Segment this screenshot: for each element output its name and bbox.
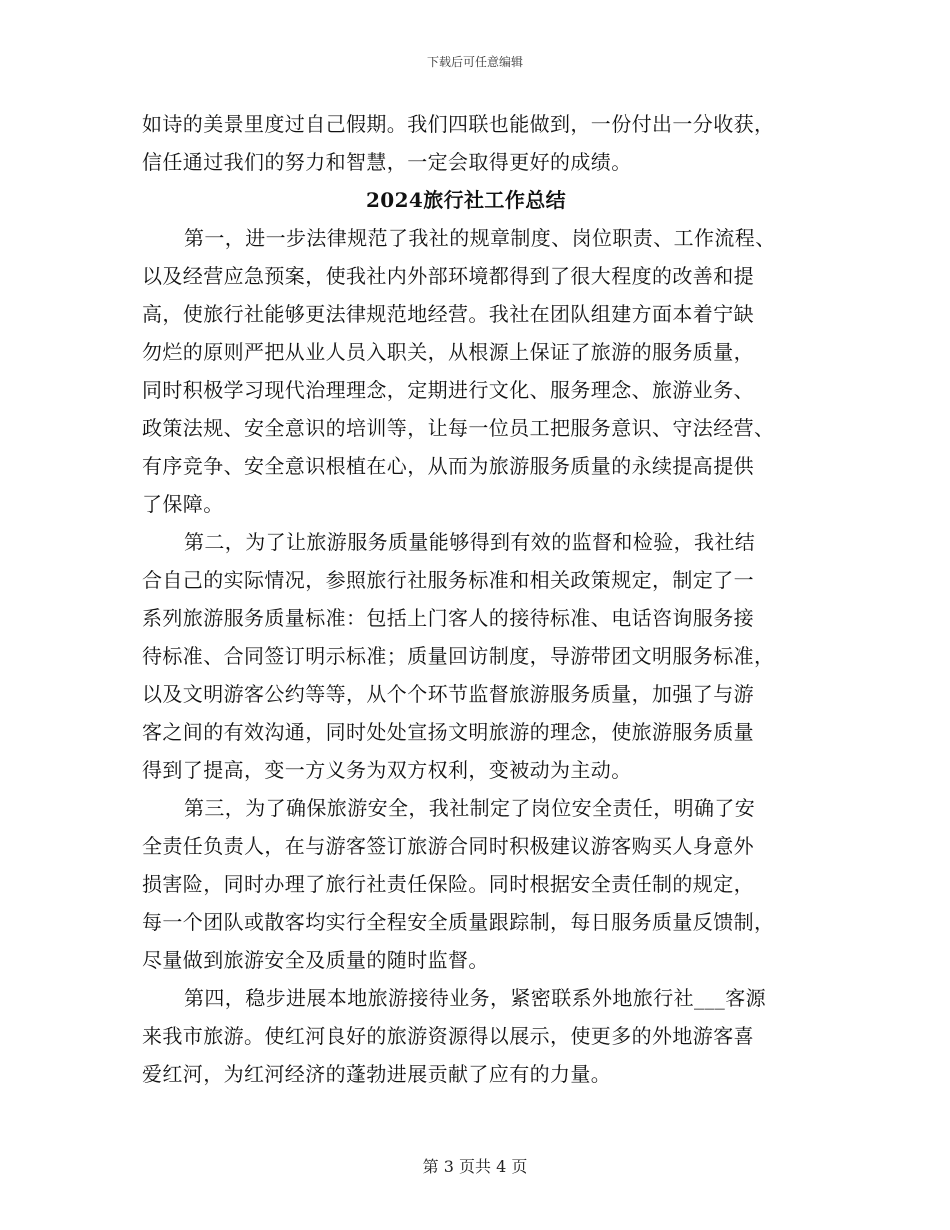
paragraph-line: 爱红河，为红河经济的蓬勃进展贡献了应有的力量。: [142, 1062, 612, 1086]
paragraph-line: 同时积极学习现代治理理念，定期进行文化、服务理念、旅游业务、: [142, 378, 754, 402]
paragraph-line: 如诗的美景里度过自己假期。我们四联也能做到，一份付出一分收获，: [142, 112, 775, 136]
paragraph-line: 待标准、合同签订明示标准；质量回访制度，导游带团文明服务标准，: [142, 644, 775, 668]
paragraph-line: 第四，稳步进展本地旅游接待业务，紧密联系外地旅行社___客源: [184, 986, 766, 1010]
section-title: 2024旅行社工作总结: [365, 188, 567, 212]
paragraph-line: 系列旅游服务质量标准：包括上门客人的接待标准、电话咨询服务接: [142, 606, 754, 630]
paragraph-line: 政策法规、安全意识的培训等，让每一位员工把服务意识、守法经营、: [142, 416, 775, 440]
paragraph-line: 第三，为了确保旅游安全，我社制定了岗位安全责任，明确了安: [184, 796, 756, 820]
paragraph-line: 客之间的有效沟通，同时处处宣扬文明旅游的理念，使旅游服务质量: [142, 720, 754, 744]
paragraph-line: 全责任负责人，在与游客签订旅游合同时积极建议游客购买人身意外: [142, 834, 754, 858]
paragraph-line: 高，使旅行社能够更法律规范地经营。我社在团队组建方面本着宁缺: [142, 302, 754, 326]
paragraph-1: [142, 219, 810, 523]
paragraph-line: 以及经营应急预案，使我社内外部环境都得到了很大程度的改善和提: [142, 264, 754, 288]
paragraph-3: [142, 789, 810, 979]
paragraph-2: [142, 523, 810, 789]
paragraph-line: 第二，为了让旅游服务质量能够得到有效的监督和检验，我社结: [184, 530, 756, 554]
continuation-paragraph: [142, 105, 810, 181]
paragraph-line: 第一，进一步法律规范了我社的规章制度、岗位职责、工作流程、: [184, 226, 776, 250]
page-number-footer: 第 3 页共 4 页: [422, 1157, 528, 1176]
paragraph-line: 了保障。: [142, 492, 224, 516]
paragraph-line: 得到了提高，变一方义务为双方权利，变被动为主动。: [142, 758, 632, 782]
paragraph-line: 以及文明游客公约等等，从个个环节监督旅游服务质量，加强了与游: [142, 682, 754, 706]
paragraph-line: 有序竞争、安全意识根植在心，从而为旅游服务质量的永续提高提供: [142, 454, 754, 478]
paragraph-line: 每一个团队或散客均实行全程安全质量跟踪制，每日服务质量反馈制，: [142, 910, 775, 934]
paragraph-line: 合自己的实际情况，参照旅行社服务标准和相关政策规定，制定了一: [142, 568, 754, 592]
document-body: [142, 105, 810, 1093]
paragraph-line: 信任通过我们的努力和智慧，一定会取得更好的成绩。: [142, 150, 632, 174]
paragraph-line: 损害险，同时办理了旅行社责任保险。同时根据安全责任制的规定，: [142, 872, 754, 896]
page-header-note: 下载后可任意编辑: [426, 55, 523, 69]
paragraph-line: 勿烂的原则严把从业人员入职关，从根源上保证了旅游的服务质量，: [142, 340, 754, 364]
paragraph-line: 尽量做到旅游安全及质量的随时监督。: [142, 948, 489, 972]
paragraph-4: [142, 979, 810, 1093]
paragraph-line: 来我市旅游。使红河良好的旅游资源得以展示，使更多的外地游客喜: [142, 1024, 754, 1048]
